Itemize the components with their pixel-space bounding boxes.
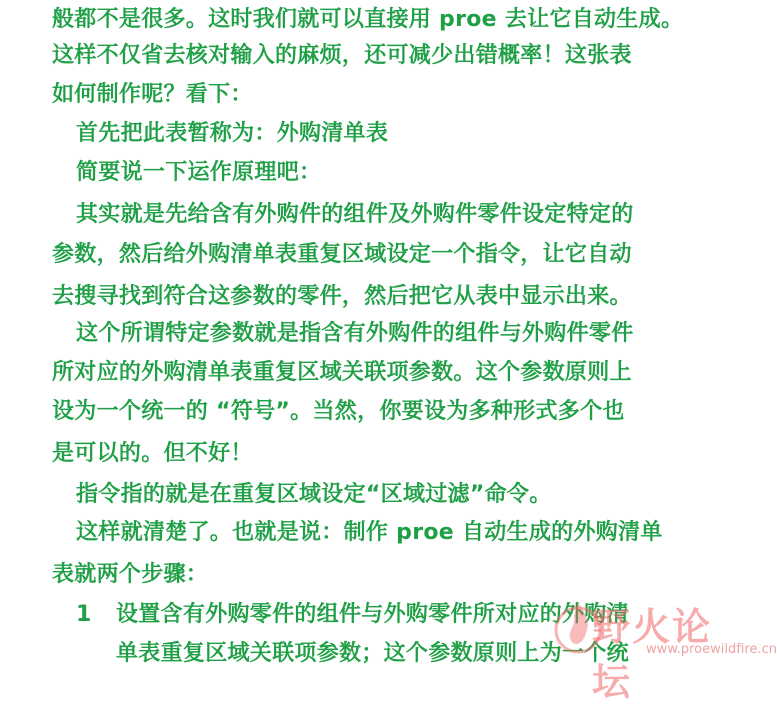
- paragraph-line: 其实就是先给含有外购件的组件及外购件零件设定特定的: [76, 202, 634, 227]
- step-text: 设置含有外购零件的组件与外购零件所对应的外购清: [116, 602, 629, 627]
- paragraph-line: 般都不是很多。这时我们就可以直接用 proe 去让它自动生成。: [52, 7, 684, 32]
- paragraph-line: 如何制作呢？看下：: [52, 82, 253, 107]
- step-number: 1: [76, 602, 92, 627]
- paragraph-line: 首先把此表暂称为：外购清单表: [76, 121, 389, 146]
- numbered-step: [76, 600, 629, 630]
- paragraph-line: 指令指的就是在重复区域设定“区域过滤”命令。: [76, 482, 552, 507]
- paragraph-line: 简要说一下运作原理吧：: [76, 160, 322, 185]
- paragraph-line: 这个所谓特定参数就是指含有外购件的组件与外购件零件: [76, 321, 634, 346]
- forum-watermark: [548, 592, 777, 704]
- watermark-url: www.proewildfire.cn: [646, 642, 777, 657]
- paragraph-line: 单表重复区域关联项参数；这个参数原则上为一个统: [116, 641, 629, 666]
- paragraph-line: 这样不仅省去核对输入的麻烦，还可减少出错概率！这张表: [52, 43, 632, 68]
- paragraph-line: 是可以的。但不好！: [52, 441, 253, 466]
- watermark-title: 野火论坛: [592, 604, 713, 704]
- paragraph-line: 参数，然后给外购清单表重复区域设定一个指令，让它自动: [52, 242, 632, 267]
- paragraph-line: 设为一个统一的 “符号”。当然，你要设为多种形式多个也: [52, 399, 625, 424]
- paragraph-line: 这样就清楚了。也就是说：制作 proe 自动生成的外购清单: [76, 520, 663, 545]
- paragraph-line: 所对应的外购清单表重复区域关联项参数。这个参数原则上: [52, 360, 632, 385]
- paragraph-line: 去搜寻找到符合这参数的零件，然后把它从表中显示出来。: [52, 284, 632, 309]
- paragraph-line: 表就两个步骤：: [52, 562, 209, 587]
